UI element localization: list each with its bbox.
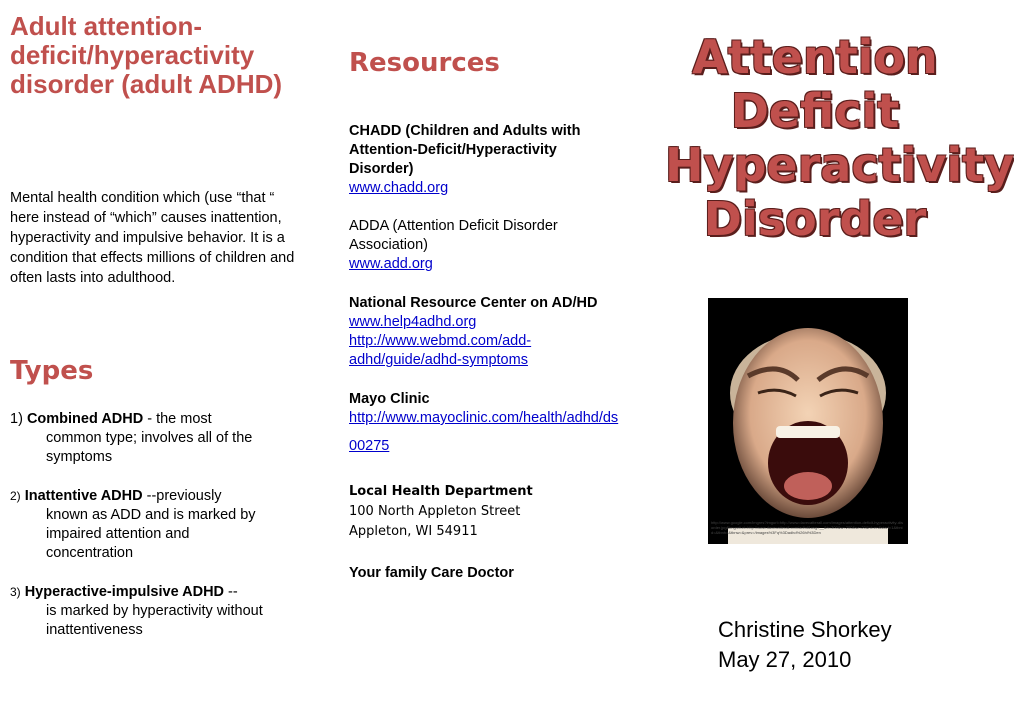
type-desc: --previously	[142, 488, 222, 504]
type-name: Combined ADHD	[26, 411, 144, 427]
resource-name: CHADD (Children and Adults with Attention-Deficit/Hyperactivity Disorder)	[349, 123, 581, 177]
type-desc: - the most	[143, 411, 212, 427]
type-desc-rest: common type; involves all of the symptoms	[46, 430, 253, 465]
resource-doctor: Your family Care Doctor	[349, 565, 514, 581]
resource-chadd	[349, 122, 619, 198]
title-line: Deficit	[730, 84, 900, 138]
type-desc-rest: known as ADD and is marked by impaired attention and concentration	[46, 507, 256, 561]
webmd-link[interactable]: http://www.webmd.com/add-adhd/guide/adhd-symptoms	[349, 333, 532, 368]
main-title	[665, 30, 1014, 246]
resource-mayo	[349, 390, 649, 456]
resource-name: National Resource Center on AD/HD	[349, 295, 598, 311]
author-block	[718, 615, 892, 675]
type-number: 2)	[10, 489, 21, 503]
type-desc-rest: is marked by hyperactivity without inattentiveness	[46, 603, 263, 638]
title-line: Attention	[692, 30, 938, 84]
type-item-hyperactive	[10, 583, 280, 640]
types-heading: Types	[10, 356, 94, 386]
type-number: 3)	[10, 585, 21, 599]
author-date: May 27, 2010	[718, 647, 852, 672]
help4adhd-link[interactable]: www.help4adhd.org	[349, 314, 477, 330]
author-name: Christine Shorkey	[718, 617, 892, 642]
left-title: Adult attention-deficit/hyperactivity disorder (adult ADHD)	[10, 11, 283, 99]
resource-nrc	[349, 294, 639, 370]
type-item-inattentive	[10, 487, 280, 563]
intro-paragraph: Mental health condition which (use “that “ here instead of “which” causes inattention, hyperactivity and impulsive behavior. It is a condition that effects millions of children and often lasts into adulthood.	[10, 190, 295, 286]
address-line: 100 North Appleton Street	[349, 504, 521, 519]
photo-illustration	[708, 298, 908, 544]
resource-name: Mayo Clinic	[349, 391, 430, 407]
resources-heading: Resources	[349, 48, 500, 78]
type-number: 1)	[10, 411, 23, 427]
resource-name: Local Health Department	[349, 484, 533, 499]
resource-name: ADDA (Attention Deficit Disorder Association)	[349, 218, 558, 253]
chadd-link[interactable]: www.chadd.org	[349, 180, 449, 196]
mayo-link-cont[interactable]: 00275	[349, 438, 390, 454]
address-line: Appleton, WI 54911	[349, 524, 478, 539]
type-name: Inattentive ADHD	[24, 488, 143, 504]
mayo-link[interactable]: http://www.mayoclinic.com/health/adhd/ds	[349, 410, 619, 426]
screaming-child-photo	[708, 298, 908, 544]
title-line: Hyperactivity	[665, 138, 1014, 192]
resource-adda	[349, 217, 609, 274]
resource-local-health	[349, 482, 649, 542]
title-line: Disorder	[703, 192, 927, 246]
adda-link[interactable]: www.add.org	[349, 256, 433, 272]
photo-source-caption: http://www.google.com/imgres?imgurl=http://www.davecatterall.com/images/attention-deficit-hyperactivity-disorder.jpg&imgrefurl=http://www.davecatterall.com/adhd&usg=__&h=300&w=200&sz=20&hl=en&start=1&tbnid=&tbnh=&tbnw=&prev=/images%3Fq%3Dadhd%26hl%3Den	[711, 520, 903, 535]
type-item-combined	[10, 410, 280, 467]
type-desc: --	[224, 584, 238, 600]
type-name: Hyperactive-impulsive ADHD	[24, 584, 225, 600]
